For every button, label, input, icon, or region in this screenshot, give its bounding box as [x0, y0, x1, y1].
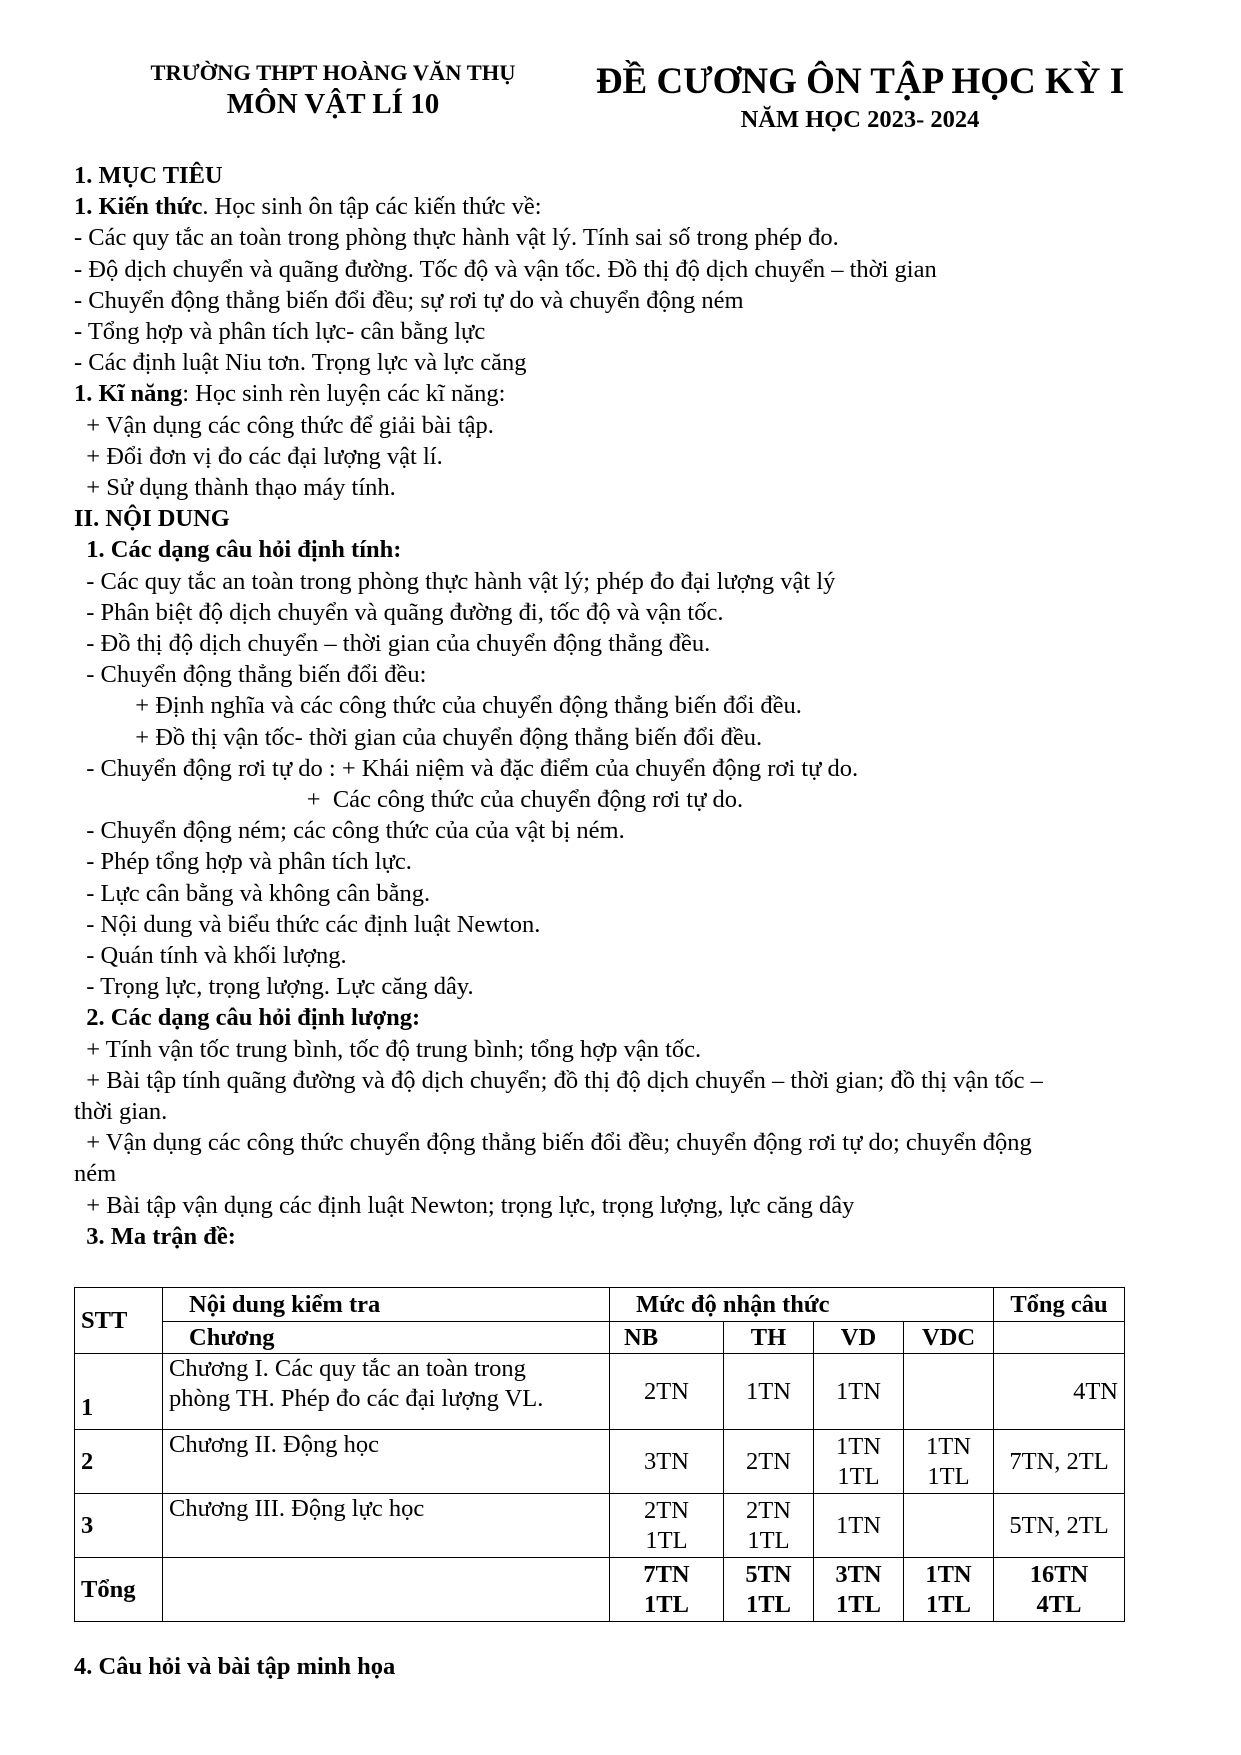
- outline-line: [74, 378, 505, 409]
- row-stt: 1: [75, 1354, 163, 1430]
- outline-line: [74, 316, 485, 347]
- outline-line: [74, 503, 230, 534]
- header-vdc: VDC: [904, 1322, 994, 1354]
- cell-line: 2TN: [644, 1377, 689, 1405]
- cell-vdc: [904, 1354, 994, 1430]
- outline-line-text: - Các quy tắc an toàn trong phòng thực hành vật lý. Tính sai số trong phép đo.: [74, 224, 839, 252]
- outline-line: [74, 1002, 420, 1033]
- outline-line: [74, 690, 802, 721]
- outline-line-bold: 1. Các dạng câu hỏi định tính:: [74, 536, 402, 564]
- cell-line: 16TN: [1029, 1560, 1089, 1588]
- school-year: NĂM HỌC 2023- 2024: [740, 106, 980, 133]
- cell-line: 1TL: [645, 1526, 688, 1554]
- cell-line: 1TL: [927, 1462, 970, 1490]
- cell-line: 1TN: [925, 1560, 972, 1588]
- outline-line: [74, 628, 710, 659]
- cell-vd: [814, 1354, 904, 1430]
- chapter-line: Chương I. Các quy tắc an toàn trong: [169, 1355, 526, 1382]
- outline-line: [74, 1127, 1032, 1158]
- outline-line: [74, 971, 474, 1002]
- outline-line: [74, 534, 401, 565]
- outline-line: [74, 160, 223, 191]
- outline-line-text: + Vận dụng các công thức chuyển động thẳng biến đổi đều; chuyển động rơi tự do; chuyển động: [74, 1129, 1032, 1157]
- cell-th: [724, 1494, 814, 1558]
- outline-line: [74, 722, 762, 753]
- outline-line-bold: 3. Ma trận đề:: [74, 1222, 236, 1250]
- cell-nb: [610, 1430, 724, 1494]
- chapter-line: Chương II. Động học: [169, 1431, 379, 1458]
- cell-line: 1TL: [644, 1590, 689, 1618]
- outline-line-text: - Đồ thị độ dịch chuyển – thời gian của chuyển động thẳng đều.: [74, 630, 711, 657]
- cell-total: 5TN, 2TL: [994, 1494, 1125, 1558]
- outline-line-text: + Đổi đơn vị đo các đại lượng vật lí.: [74, 442, 443, 470]
- total-empty: [163, 1558, 610, 1622]
- outline-line-text: + Bài tập vận dụng các định luật Newton; trọng lực, trọng lượng, lực căng dây: [74, 1191, 855, 1219]
- school-name: TRƯỜNG THPT HOÀNG VĂN THỤ: [150, 60, 516, 85]
- outline-line: [74, 1034, 701, 1065]
- outline-line-text: - Chuyển động thẳng biến đổi đều:: [74, 661, 427, 689]
- outline-line-text: . Học sinh ôn tập các kiến thức về:: [202, 193, 542, 221]
- outline-line-text: + Định nghĩa và các công thức của chuyển động thẳng biến đổi đều.: [74, 692, 802, 720]
- exam-matrix-table: [74, 1287, 1125, 1622]
- cell-th: [724, 1430, 814, 1494]
- header-empty: [994, 1322, 1125, 1354]
- cell-line: 2TN: [746, 1447, 791, 1475]
- outline-line-text: - Quán tính và khối lượng.: [74, 942, 347, 969]
- header-chapter: Chương: [163, 1322, 610, 1354]
- outline-line: [74, 940, 347, 971]
- outline-line: [74, 347, 527, 378]
- outline-line: [74, 1065, 1043, 1096]
- outline-line-bold: 2. Các dạng câu hỏi định lượng:: [74, 1004, 421, 1032]
- chapter-line: Chương III. Động lực học: [169, 1495, 425, 1522]
- outline-line: [74, 254, 937, 285]
- cell-nb: [610, 1354, 724, 1430]
- outline-line-text: - Chuyển động thẳng biến đổi đều; sự rơi tự do và chuyển động ném: [74, 286, 744, 314]
- cell-vdc: [904, 1430, 994, 1494]
- table-subheader-row: [75, 1322, 1125, 1354]
- outline-line-text: - Nội dung và biểu thức các định luật Newton.: [74, 910, 541, 938]
- cell-line: 1TN: [836, 1511, 881, 1539]
- cell-line: 1TL: [926, 1590, 971, 1618]
- cell-line: 1TN: [836, 1377, 881, 1405]
- cell-line: 2TN: [746, 1496, 791, 1524]
- outline-line-bold: 1. MỤC TIÊU: [74, 162, 223, 189]
- outline-line-text: - Lực cân bằng và không cân bằng.: [74, 879, 431, 907]
- outline-line: [74, 1096, 167, 1127]
- outline-line: [74, 410, 494, 441]
- row-chapter: [163, 1354, 610, 1430]
- outline-line: [74, 659, 426, 690]
- outline-line-text: + Các công thức của chuyển động rơi tự do.: [74, 786, 744, 813]
- cell-vdc: [904, 1494, 994, 1558]
- outline-line: [74, 566, 835, 597]
- header-stt: STT: [75, 1288, 163, 1354]
- cell-line: 4TL: [1036, 1590, 1082, 1618]
- section-heading-examples: 4. Câu hỏi và bài tập minh họa: [74, 1653, 396, 1680]
- row-stt: 3: [75, 1494, 163, 1558]
- outline-line: [74, 1158, 116, 1189]
- outline-line: [74, 1190, 854, 1221]
- cell-line: 1TL: [837, 1462, 880, 1490]
- cell-line: 1TN: [746, 1377, 791, 1405]
- chapter-line: phòng TH. Phép đo các đại lượng VL.: [169, 1385, 544, 1412]
- outline-line: [74, 878, 430, 909]
- outline-line-bold: II. NỘI DUNG: [74, 505, 230, 533]
- outline-line: [74, 285, 744, 316]
- table-total-row: [75, 1558, 1125, 1622]
- outline-line: [74, 1221, 236, 1252]
- table-row: [75, 1354, 1125, 1430]
- cell-total: 4TN: [994, 1354, 1125, 1430]
- total-nb: [610, 1558, 724, 1622]
- outline-line-text: - Phép tổng hợp và phân tích lực.: [74, 848, 412, 876]
- header-level: Mức độ nhận thức: [610, 1288, 994, 1322]
- total-th: [724, 1558, 814, 1622]
- table-header-row: [75, 1288, 1125, 1322]
- outline-line-text: - Các quy tắc an toàn trong phòng thực hành vật lý; phép đo đại lượng vật lý: [74, 567, 836, 595]
- outline-line: [74, 597, 723, 628]
- outline-line-bold: 1. Kĩ năng: [74, 380, 183, 408]
- cell-line: 1TL: [836, 1590, 881, 1618]
- row-stt: 2: [75, 1430, 163, 1494]
- table-row: [75, 1494, 1125, 1558]
- cell-line: 1TN: [836, 1432, 881, 1460]
- outline-line-text: - Độ dịch chuyển và quãng đường. Tốc độ và vận tốc. Đồ thị độ dịch chuyển – thời gian: [74, 255, 937, 283]
- header-total: Tổng câu: [994, 1288, 1125, 1322]
- cell-line: 5TN: [745, 1560, 792, 1588]
- header-content: Nội dung kiểm tra: [163, 1288, 610, 1322]
- cell-nb: [610, 1494, 724, 1558]
- cell-line: 7TN: [643, 1560, 690, 1588]
- outline-line: [74, 191, 542, 222]
- outline-line: [74, 784, 743, 815]
- cell-th: [724, 1354, 814, 1430]
- header-th: TH: [724, 1322, 814, 1354]
- cell-vd: [814, 1494, 904, 1558]
- total-label: Tổng: [75, 1558, 163, 1622]
- outline-line-text: + Bài tập tính quãng đường và độ dịch chuyển; đồ thị độ dịch chuyển – thời gian; đồ thị vận tốc –: [74, 1066, 1043, 1094]
- outline-line-text: - Chuyển động ném; các công thức của của vật bị ném.: [74, 817, 625, 845]
- outline-line-text: - Phân biệt độ dịch chuyển và quãng đường đi, tốc độ và vận tốc.: [74, 598, 724, 626]
- outline-line-bold: 1. Kiến thức: [74, 193, 203, 221]
- outline-line: [74, 441, 443, 472]
- document-title: ĐỀ CƯƠNG ÔN TẬP HỌC KỲ I: [595, 61, 1125, 102]
- cell-line: 1TN: [926, 1432, 971, 1460]
- cell-line: 3TN: [835, 1560, 882, 1588]
- row-chapter: [163, 1494, 610, 1558]
- cell-total: 7TN, 2TL: [994, 1430, 1125, 1494]
- outline-line-text: thời gian.: [74, 1098, 168, 1125]
- outline-line-text: + Đồ thị vận tốc- thời gian của chuyển động thẳng biến đổi đều.: [74, 723, 763, 751]
- outline-line-text: : Học sinh rèn luyện các kĩ năng:: [182, 380, 506, 408]
- total-all: [994, 1558, 1125, 1622]
- row-chapter: [163, 1430, 610, 1494]
- cell-line: 1TL: [746, 1590, 791, 1618]
- outline-line: [74, 753, 858, 784]
- outline-line-text: - Tổng hợp và phân tích lực- cân bằng lực: [74, 318, 486, 345]
- outline-line-text: - Trọng lực, trọng lượng. Lực căng dây.: [74, 973, 474, 1001]
- outline-line-text: + Tính vận tốc trung bình, tốc độ trung bình; tổng hợp vận tốc.: [74, 1035, 702, 1063]
- cell-line: 3TN: [644, 1447, 689, 1475]
- outline-line: [74, 815, 625, 846]
- cell-line: 1TL: [747, 1526, 790, 1554]
- header-vd: VD: [814, 1322, 904, 1354]
- cell-vd: [814, 1430, 904, 1494]
- outline-line-text: - Chuyển động rơi tự do : + Khái niệm và đặc điểm của chuyển động rơi tự do.: [74, 754, 859, 782]
- outline-line: [74, 222, 839, 253]
- subject-name: MÔN VẬT LÍ 10: [226, 88, 440, 120]
- total-vdc: [904, 1558, 994, 1622]
- outline-line: [74, 846, 412, 877]
- header-nb: NB: [610, 1322, 724, 1354]
- total-vd: [814, 1558, 904, 1622]
- outline-line-text: + Vận dụng các công thức để giải bài tập.: [74, 411, 494, 439]
- outline-line-text: + Sử dụng thành thạo máy tính.: [74, 474, 396, 501]
- outline-line: [74, 909, 540, 940]
- outline-line: [74, 472, 396, 503]
- table-row: [75, 1430, 1125, 1494]
- cell-line: 2TN: [644, 1496, 689, 1524]
- outline-line-text: - Các định luật Niu tơn. Trọng lực và lực căng: [74, 349, 527, 377]
- outline-line-text: ném: [74, 1160, 117, 1188]
